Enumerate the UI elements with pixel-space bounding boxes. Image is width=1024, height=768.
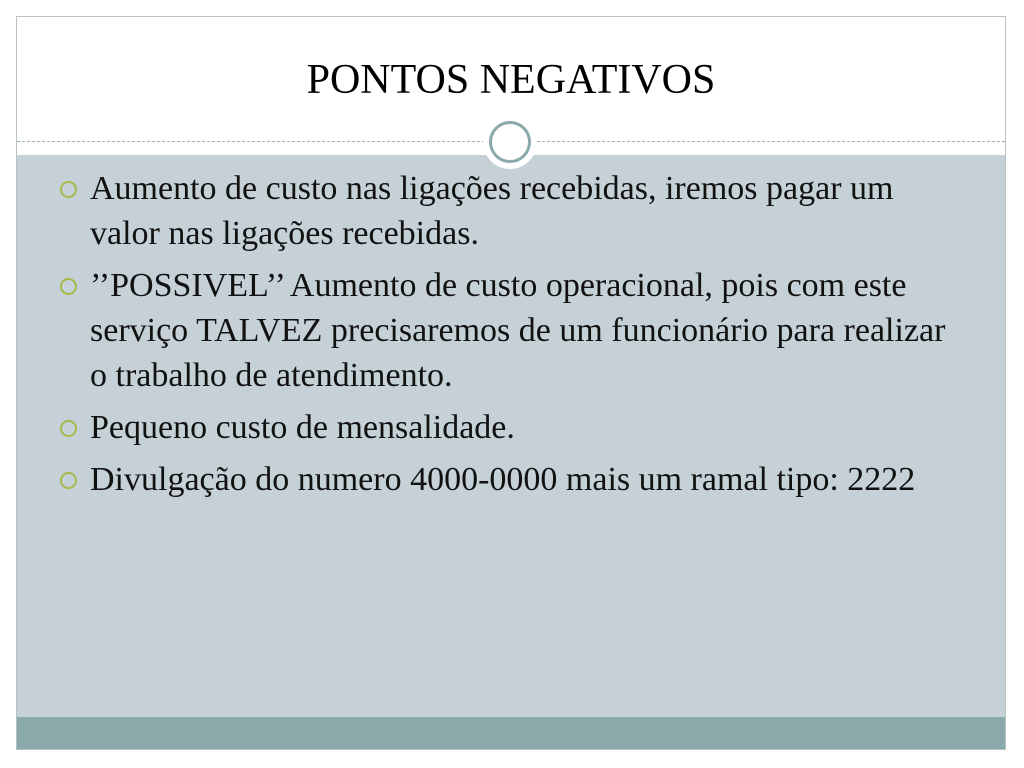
bullet-item	[60, 263, 960, 398]
bullet-text: Divulgação do numero 4000-0000 mais um ramal tipo: 2222	[90, 461, 916, 498]
bullet-text: Pequeno custo de mensalidade.	[90, 409, 515, 446]
bullet-item	[60, 166, 960, 256]
footer-bar	[17, 717, 1005, 750]
ring-inner	[489, 121, 531, 163]
hollow-circle-bullet-icon	[60, 181, 77, 198]
bullet-text: Aumento de custo nas ligações recebidas, iremos pagar um valor nas ligações recebidas.	[90, 170, 894, 252]
bullet-item	[60, 457, 960, 502]
hollow-circle-bullet-icon	[60, 420, 77, 437]
hollow-circle-bullet-icon	[60, 278, 77, 295]
slide-title: PONTOS NEGATIVOS	[306, 57, 716, 103]
ring-icon	[483, 115, 537, 169]
bullet-list	[60, 166, 960, 509]
bullet-item	[60, 405, 960, 450]
hollow-circle-bullet-icon	[60, 472, 77, 489]
bullet-text: ’’POSSIVEL’’ Aumento de custo operacional, pois com este serviço TALVEZ precisaremos de um funcionário para realizar o trabalho de atendimento.	[90, 267, 946, 394]
